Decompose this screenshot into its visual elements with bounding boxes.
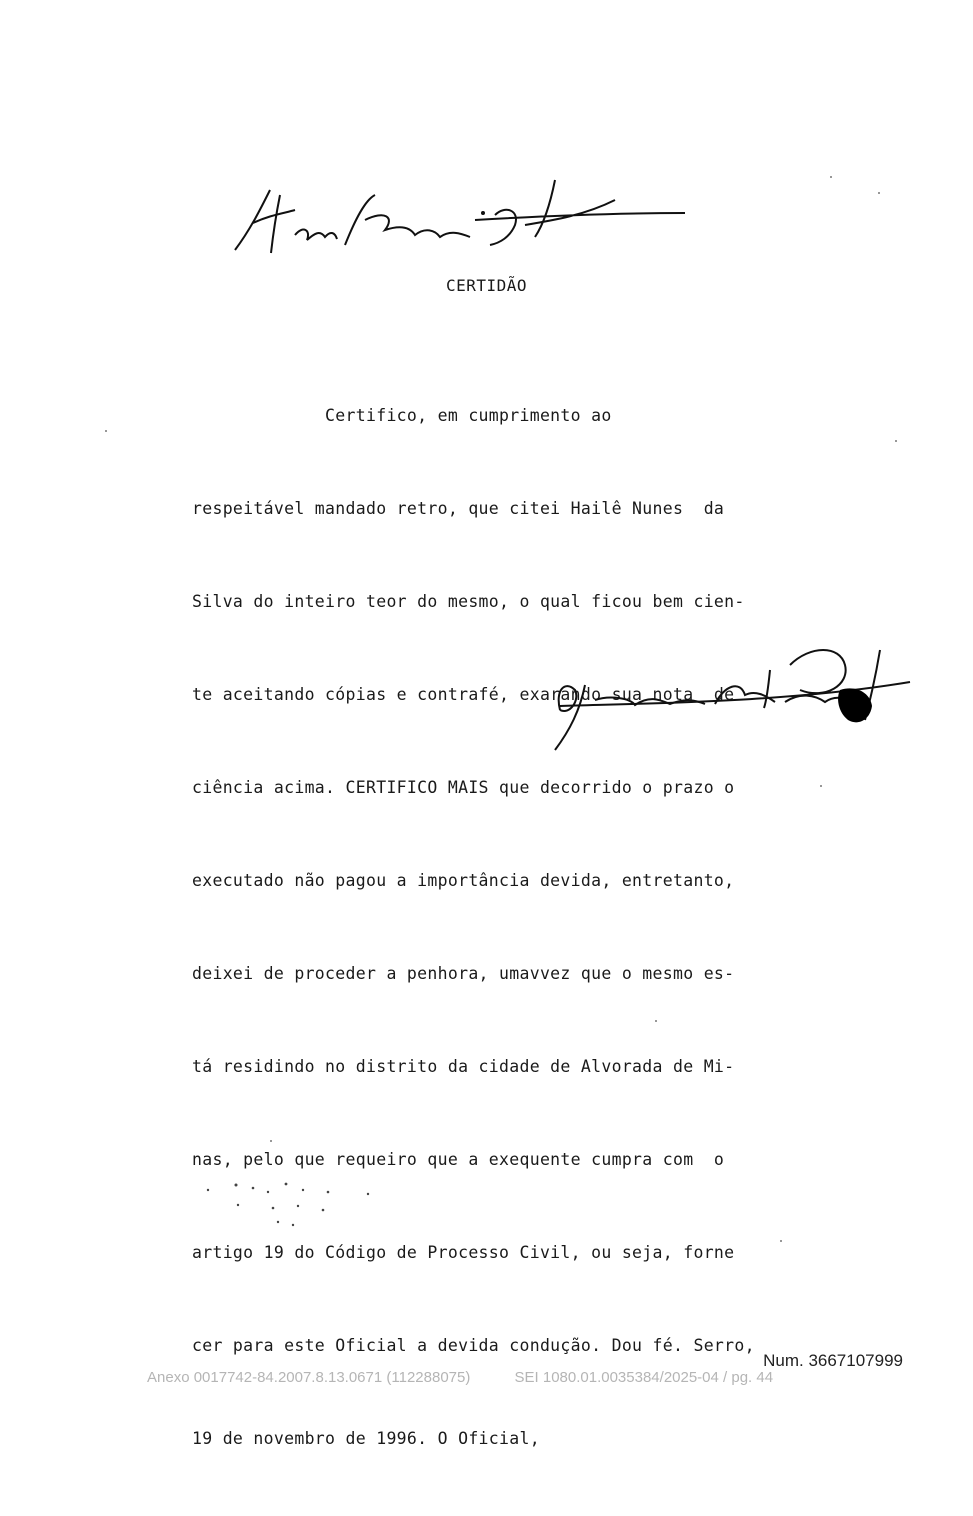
body-line: executado não pagou a importância devida, entretanto,: [192, 871, 735, 890]
body-line: Silva do inteiro teor do mesmo, o qual ficou bem cien-: [192, 592, 745, 611]
body-line: 19 de novembro de 1996. O Oficial,: [192, 1429, 540, 1448]
officer-signature: [540, 640, 920, 755]
body-line: tá residindo no distrito da cidade de Alvorada de Mi-: [192, 1057, 735, 1076]
body-line: ciência acima. CERTIFICO MAIS que decorrido o prazo o: [192, 778, 735, 797]
scan-speck: [820, 785, 822, 787]
scan-speck: [105, 430, 107, 432]
scan-speck: [830, 176, 832, 178]
annex-id: Anexo 0017742-84.2007.8.13.0671 (112288075): [147, 1369, 471, 1386]
scan-speck: [878, 192, 880, 194]
document-title: CERTIDÃO: [446, 276, 528, 295]
scan-speck: [780, 1240, 782, 1242]
sei-reference: SEI 1080.01.0035384/2025-04 / pg. 44: [514, 1369, 774, 1386]
top-signature: [225, 175, 695, 265]
body-line: respeitável mandado retro, que citei Hailê Nunes da: [192, 499, 725, 518]
faded-stamp: [198, 1170, 378, 1234]
footer-metadata: [147, 1369, 813, 1386]
body-line: te aceitando cópias e contrafé, exarando sua nota de: [192, 685, 735, 704]
body-line: nas, pelo que requeiro que a exequente cumpra com o: [192, 1150, 725, 1169]
scan-speck: [895, 440, 897, 442]
body-line: deixei de proceder a penhora, umavvez que o mesmo es-: [192, 964, 735, 983]
certificate-body: [192, 338, 772, 1516]
document-number: Num. 3667107999: [763, 1351, 903, 1370]
body-line: Certifico, em cumprimento ao: [192, 406, 612, 425]
body-line: cer para este Oficial a devida condução. Dou fé. Serro,: [192, 1336, 755, 1355]
scan-speck: [655, 1020, 657, 1022]
scan-speck: [270, 1140, 272, 1142]
body-line: artigo 19 do Código de Processo Civil, ou seja, forne: [192, 1243, 735, 1262]
